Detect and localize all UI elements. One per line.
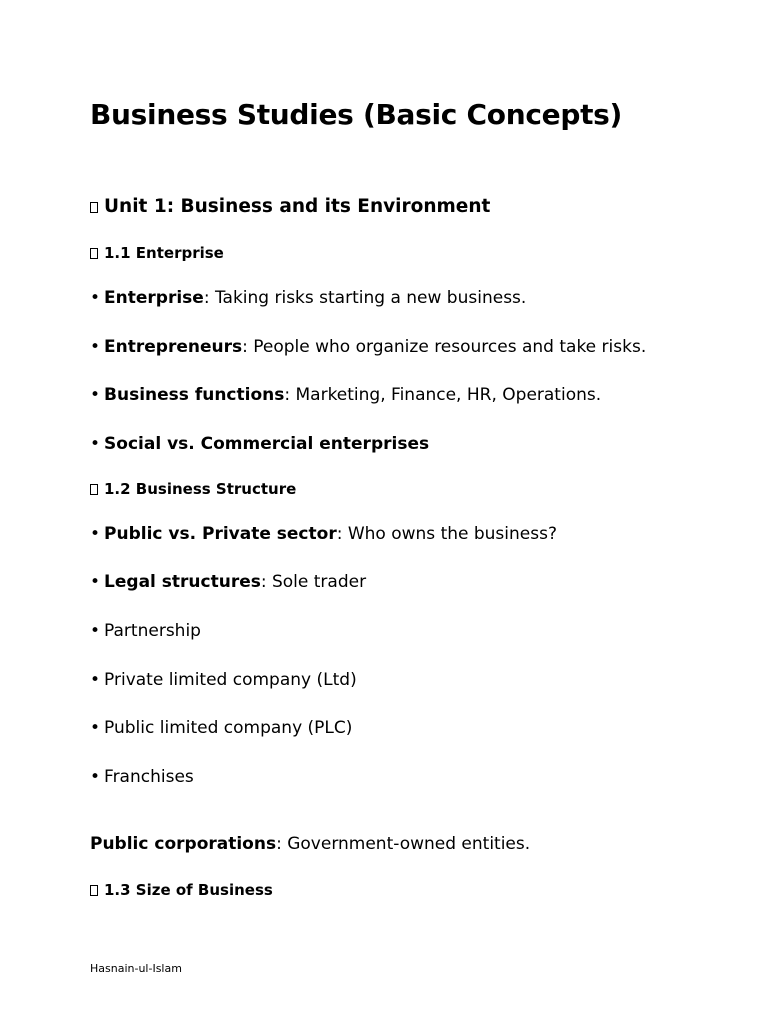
page-title: Business Studies (Basic Concepts) (90, 98, 623, 131)
item-text: : Who owns the business? (336, 524, 557, 544)
item-text: Public limited company (PLC) (104, 718, 353, 738)
bullet: • (90, 718, 101, 738)
section-heading-label: 1.3 Size of Business (104, 881, 273, 899)
bullet: • (90, 288, 101, 308)
public-corporations-paragraph (90, 834, 530, 854)
list-item (90, 434, 429, 454)
item-text: Partnership (104, 621, 201, 641)
list-item (90, 572, 366, 592)
section-heading-1-1 (90, 244, 224, 262)
list-item (90, 385, 601, 405)
bullet: • (90, 767, 101, 787)
section-heading-label: 1.2 Business Structure (104, 480, 297, 498)
item-text: : Marketing, Finance, HR, Operations. (284, 385, 602, 405)
item-term: Entrepreneurs (104, 337, 243, 357)
item-term: Business functions (104, 385, 285, 405)
item-term: Legal structures (104, 572, 261, 592)
unit-heading (90, 196, 490, 217)
item-term: Social vs. Commercial enterprises (104, 434, 430, 454)
list-item (90, 767, 194, 787)
page-footer-author: Hasnain-ul-Islam (90, 962, 182, 975)
bullet: • (90, 621, 101, 641)
bullet: • (90, 670, 101, 690)
item-text: Franchises (104, 767, 194, 787)
missing-glyph-icon (90, 202, 98, 213)
list-item (90, 670, 357, 690)
item-text: : Sole trader (260, 572, 367, 592)
bullet: • (90, 337, 101, 357)
missing-glyph-icon (90, 484, 98, 495)
item-term: Public vs. Private sector (104, 524, 337, 544)
bullet: • (90, 572, 101, 592)
bullet: • (90, 524, 101, 544)
item-term: Enterprise (104, 288, 204, 308)
unit-heading-label: Unit 1: Business and its Environment (104, 196, 491, 217)
list-item (90, 524, 557, 544)
paragraph-term: Public corporations (90, 834, 277, 854)
paragraph-text: : Government-owned entities. (276, 834, 531, 854)
section-heading-1-2 (90, 480, 296, 498)
item-text: Private limited company (Ltd) (104, 670, 357, 690)
bullet: • (90, 434, 101, 454)
missing-glyph-icon (90, 885, 98, 896)
list-item (90, 621, 201, 641)
bullet: • (90, 385, 101, 405)
item-text: : Taking risks starting a new business. (203, 288, 527, 308)
missing-glyph-icon (90, 248, 98, 259)
section-heading-1-3 (90, 881, 273, 899)
list-item (90, 337, 646, 357)
section-heading-label: 1.1 Enterprise (104, 244, 224, 262)
list-item (90, 718, 352, 738)
item-text: : People who organize resources and take risks. (242, 337, 647, 357)
list-item (90, 288, 526, 308)
